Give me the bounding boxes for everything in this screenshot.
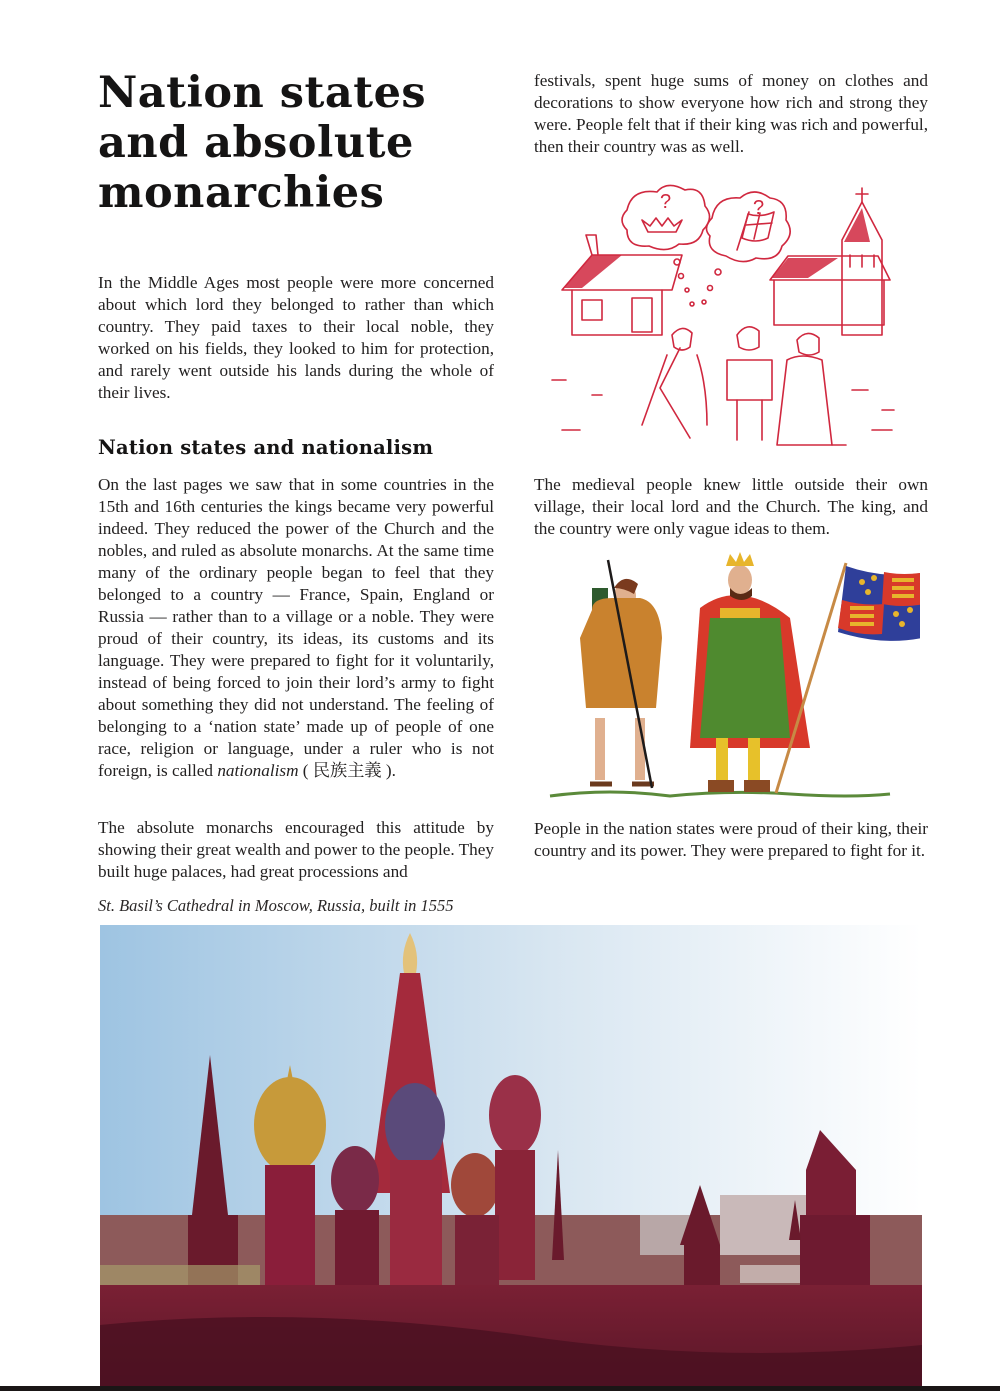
page-title: [98, 68, 498, 218]
title-line-3: monarchies: [98, 168, 385, 218]
right-column-paragraph: festivals, spent huge sums of money on clothes and decorations to show everyone how rich and strong they were. People felt that if their king was rich and powerful, then their country was as well.: [534, 71, 928, 156]
archer-figure: [580, 560, 662, 788]
illustration-1-caption: The medieval people knew little outside their own village, their local lord and the Church. The king, and the country were only vague ideas to them.: [534, 475, 928, 538]
king-figure: [690, 552, 810, 792]
flag-thought-bubble: [706, 192, 790, 262]
king-and-archer-illustration: [540, 548, 920, 804]
body-paragraph-1: [98, 474, 494, 782]
chinese-term: ( 民族主義 ).: [302, 761, 396, 780]
term-nationalism: nationalism: [217, 761, 299, 780]
crown-icon: [642, 218, 682, 232]
title-line-1: Nation states: [98, 68, 427, 118]
medieval-village-illustration: [532, 180, 932, 455]
title-line-2: and absolute: [98, 118, 414, 168]
section-heading: Nation states and nationalism: [98, 436, 434, 459]
intro-paragraph: In the Middle Ages most people were more concerned about which lord they belonged to rather than which country. They paid taxes to their local noble, they worked on his fields, they looked to him for protection, and rarely went outside his lands during the whole of their lives.: [98, 273, 494, 402]
thought-question-mark-1: ?: [660, 191, 672, 213]
thought-question-mark-2: ?: [753, 197, 765, 219]
body-paragraph-1-text: On the last pages we saw that in some countries in the 15th and 16th centuries the kings became very powerful indeed. They reduced the power of the Church and the nobles, and ruled as absolute monarchs. At the same time many of the ordinary people began to feel that they belonged to a country — France, Spain, England or Russia — rather than to a village or a noble. They were proud of their country, its ideas, its customs and its language. They were prepared to fight for it voluntarily, instead of being forced to join their lord’s army to fight about something they did not understand. The feeling of belonging to a ‘nation state’ made up of people of one race, religion or language, under a ruler who is not foreign, is called: [98, 475, 494, 780]
photo-caption: St. Basil’s Cathedral in Moscow, Russia, built in 1555: [98, 896, 454, 915]
illustration-2-caption: People in the nation states were proud of their king, their country and its power. They were prepared to fight for it.: [534, 819, 928, 860]
king-archer-drawing: [540, 548, 920, 804]
medieval-village-sketch: [532, 180, 932, 455]
cathedral-photo-illustration: [100, 925, 922, 1386]
bottom-page-edge: [0, 1386, 1000, 1391]
st-basils-cathedral-photo: [100, 925, 922, 1386]
body-paragraph-2: The absolute monarchs encouraged this attitude by showing their great wealth and power to the people. They built huge palaces, had great processions and: [98, 818, 494, 881]
